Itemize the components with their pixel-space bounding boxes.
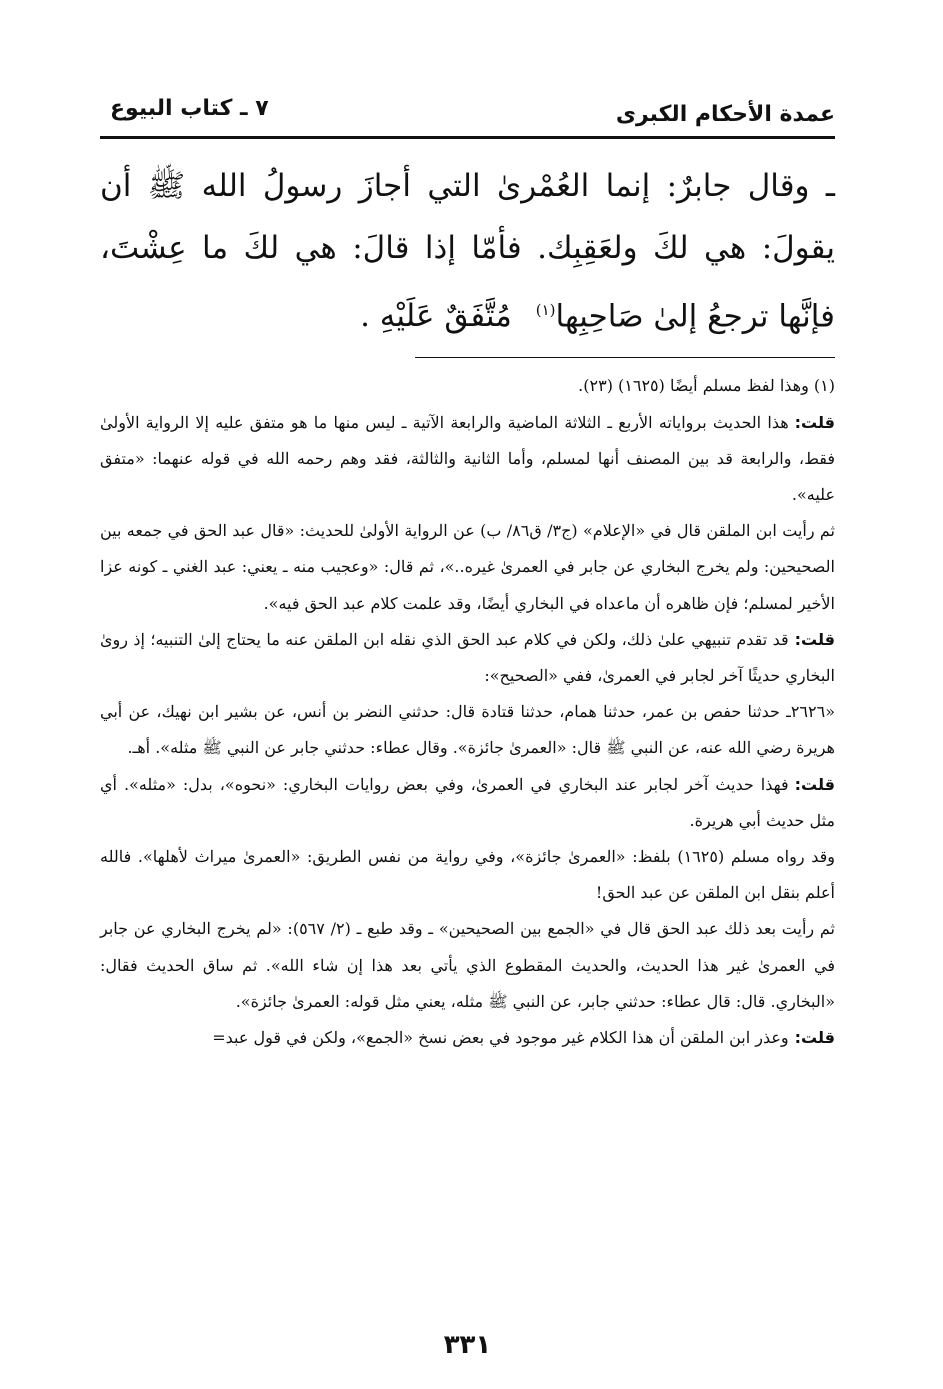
hadith-text: [100, 155, 835, 347]
footnote-1: (١) وهذا لفظ مسلم أيضًا (١٦٢٥) (٢٣).: [578, 376, 835, 396]
note-paragraph: «٢٦٢٦ـ حدثنا حفص بن عمر، حدثنا همام، حدثنا قتادة قال: حدثني النضر بن أنس، عن بشير ابن نهيك، عن أبي هريرة رضي الله عنه، عن النبي ﷺ قال: «العمرىٰ جائزة». وقال عطاء: حدثني جابر عن النبي ﷺ مثله». أهـ.: [100, 702, 835, 758]
chapter-title: ٧ ـ كتاب البيوع: [110, 96, 269, 121]
page-header: [100, 90, 835, 139]
note-label: قلت:: [794, 774, 835, 794]
book-title: عمدة الأحكام الكبرى: [615, 102, 835, 127]
footnote-marker: (١): [535, 301, 556, 319]
note-paragraph: وقد رواه مسلم (١٦٢٥) بلفظ: «العمرىٰ جائزة»، وفي رواية من نفس الطريق: «العمرىٰ ميراث لأهلها». فالله أعلم بنقل ابن الملقن عن عبد الحق!: [100, 846, 836, 903]
note-label: قلت:: [794, 412, 835, 432]
note-paragraph: [100, 767, 835, 839]
footnote-divider: [415, 357, 835, 358]
book-page: [100, 90, 835, 1360]
footnotes: [100, 368, 835, 1056]
note-paragraph: [100, 1020, 835, 1056]
note-paragraph: [100, 622, 835, 694]
note-text: هذا الحديث برواياته الأربع ـ الثلاثة الماضية والرابعة الآتية ـ ليس منها ما هو متفق عليه إلا الرواية الأولىٰ فقط، والرابعة قد بين المصنف أنها لمسلم، وأما الثانية والثالثة، فقد وهم رحمه الله في قوله عنهما: «متفق عليه».: [100, 412, 836, 504]
note-paragraph: ثم رأيت ابن الملقن قال في «الإعلام» (ج٣/ ق٨٦/ ب) عن الرواية الأولىٰ للحديث: «قال عبد الحق في جمعه بين الصحيحين: ولم يخرج البخاري عن جابر في العمرىٰ غيره..»، ثم قال: «وعجيب منه ـ يعني: عبد الغني ـ كونه عزا الأخير لمسلم؛ فإن ظاهره أن ماعداه في البخاري أيضًا، وقد علمت كلام عبد الحق فيه».: [100, 521, 836, 613]
hadith-body: ـ وقال جابرٌ: إنما العُمْرىٰ التي أجازَ رسولُ الله ﷺ أن يقولَ: هي لكَ ولعَقِبِك. فأمّا إذا قالَ: هي لكَ ما عِشْتَ، فإنَّها ترجعُ إلىٰ صَاحِبِها: [100, 168, 835, 335]
note-text: فهذا حديث آخر لجابر عند البخاري في العمرىٰ، وفي بعض روايات البخاري: «نحوه»، بدل: «مثله». أي مثل حديث أبي هريرة.: [100, 774, 835, 830]
note-paragraph: ثم رأيت بعد ذلك عبد الحق قال في «الجمع بين الصحيحين» ـ وقد طبع ـ (٢/ ٥٦٧): «لم يخرج البخاري عن جابر في العمرىٰ غير هذا الحديث، والحديث المقطوع الذي يأتي بعد هذا إن شاء الله». ثم ساق الحديث فقال: «البخاري. قال: قال عطاء: حدثني جابر، عن النبي ﷺ مثله، يعني مثل قوله: العمرىٰ جائزة».: [100, 919, 835, 1011]
note-text: وعذر ابن الملقن أن هذا الكلام غير موجود في بعض نسخ «الجمع»، ولكن في قول عبد=: [212, 1027, 789, 1047]
note-label: قلت:: [794, 629, 835, 649]
note-paragraph: [100, 405, 835, 514]
page-number: ٣٣١: [443, 1330, 492, 1360]
agreed-upon-note: مُتَّفَقٌ عَلَيْهِ .: [360, 298, 512, 335]
note-label: قلت:: [794, 1027, 835, 1047]
note-text: قد تقدم تنبيهي علىٰ ذلك، ولكن في كلام عبد الحق الذي نقله ابن الملقن عنه ما يحتاج إلىٰ التنبيه؛ إذ روىٰ البخاري حديثًا آخر لجابر في العمرىٰ، ففي «الصحيح»:: [100, 629, 835, 685]
